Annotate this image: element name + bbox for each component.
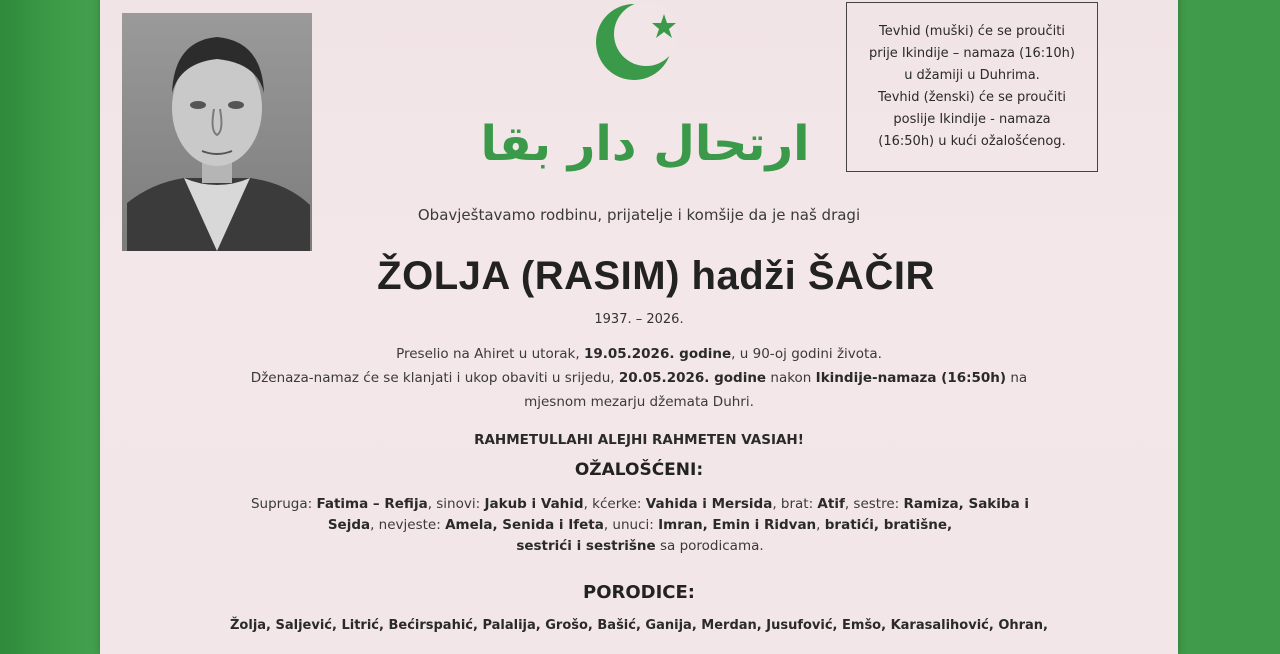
tevhid-line: prije Ikindije – namaza (16:10h)	[868, 46, 1075, 61]
prayer-text: RAHMETULLAHI ALEJHI RAHMETEN VASIAH!	[474, 432, 804, 448]
life-years: 1937. – 2026.	[594, 312, 684, 327]
families-heading: PORODICE:	[583, 582, 695, 603]
families-list: Žolja, Saljević, Litrić, Bećirspahić, Palalija, Grošo, Bašić, Ganija, Merdan, Jusufović, Emšo, Karasalihović, Ohran,	[230, 618, 1048, 633]
calligraphy-text: ارتحال دار بقا	[480, 116, 810, 172]
funeral-line: Dženaza-namaz će se klanjati i ukop obaviti u srijedu, 20.05.2026. godine nakon Ikindije-namaza (16:50h) na	[250, 370, 1028, 386]
death-date-line: Preselio na Ahiret u utorak, 19.05.2026. godine, u 90-oj godini života.	[396, 346, 882, 362]
tevhid-line: Tevhid (muški) će se proučiti	[879, 24, 1065, 39]
tevhid-line: Tevhid (ženski) će se proučiti	[877, 90, 1067, 105]
mourners-heading: OŽALOŠĆENI:	[574, 460, 704, 480]
tevhid-line: (16:50h) u kući ožalošćenog.	[878, 134, 1066, 149]
deceased-name: ŽOLJA (RASIM) hadži ŠAČIR	[377, 254, 935, 298]
tevhid-line: poslije Ikindije - namaza	[893, 112, 1051, 127]
arabic-calligraphy	[480, 90, 810, 190]
obituary-poster	[100, 0, 1178, 654]
crescent-star-icon	[592, 0, 682, 90]
tevhid-line: u džamiji u Duhrima.	[904, 68, 1040, 83]
cemetery-line: mjesnom mezarju džemata Duhri.	[524, 394, 754, 410]
mourners-list: Supruga: Fatima – Refija, sinovi: Jakub i Vahid, kćerke: Vahida i Mersida, brat: Atif, sestre: Ramiza, Sakiba i Sejda, nevjeste: Amela, Senida i Ifeta, unuci: Imran, Emin i Ridvan, bratići, bratišne, sestrići i sestrišne sa porodicama.	[250, 496, 1030, 554]
tevhid-info-box	[846, 2, 1098, 172]
intro-text: Obavještavamo rodbinu, prijatelje i komšije da je naš dragi	[417, 206, 861, 224]
